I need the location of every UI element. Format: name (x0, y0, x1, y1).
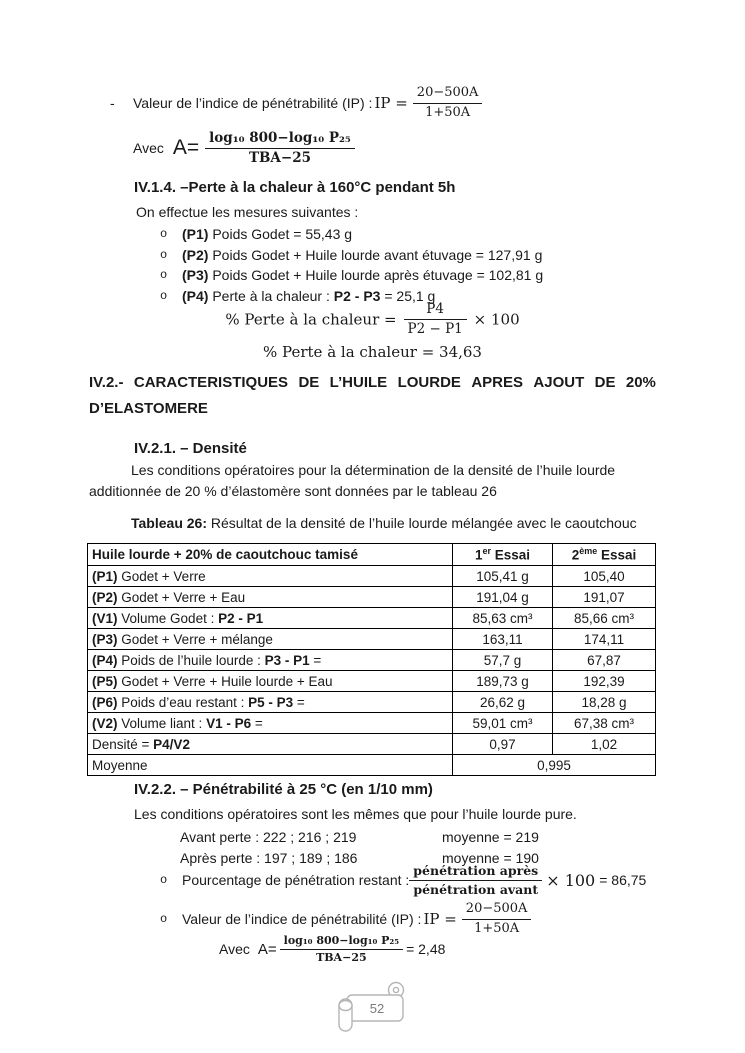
row-value-2: 67,38 cm³ (553, 713, 656, 734)
heading-word: 20% (625, 374, 656, 391)
moyenne-value: 0,995 (453, 755, 656, 776)
a-fraction-2-numerator: log₁₀ 800−log₁₀ P₂₅ (280, 934, 403, 950)
avant-perte-line (180, 827, 580, 847)
a-fraction (205, 130, 355, 167)
circle-bullet-icon: o (160, 247, 168, 262)
table-caption-text: Résultat de la densité de l’huile lourde mélangée avec le caoutchouc (207, 515, 637, 531)
apres-perte-moyenne: moyenne = 190 (442, 850, 539, 866)
pourcentage-line (160, 860, 646, 900)
row-label: (P6) Poids d’eau restant : P5 - P3 = (88, 692, 453, 713)
pourcentage-mult: × 100 (546, 870, 596, 890)
table-row (88, 713, 656, 734)
list-item-text: (P3) Poids Godet + Huile lourde après étuvage = 102,81 g (182, 267, 544, 284)
pourcentage-fraction-numerator: pénétration après (409, 863, 542, 881)
table-row (88, 671, 656, 692)
ip-symbol: IP = (374, 94, 408, 112)
table-row-moyenne (88, 755, 656, 776)
heading-iv-2-1: IV.2.1. – Densité (134, 440, 247, 457)
densite-paragraph-line2: additionnée de 20 % d’élastomère sont données par le tableau 26 (89, 483, 497, 499)
circle-bullet-icon: o (160, 873, 168, 887)
heading-word: CARACTERISTIQUES (133, 374, 289, 391)
row-value-1: 26,62 g (453, 692, 553, 713)
circle-bullet-icon: o (160, 227, 168, 242)
row-label: (P3) Godet + Verre + mélange (88, 629, 453, 650)
table-row (88, 650, 656, 671)
a-equals: A= (172, 136, 200, 159)
list-item-text: (P1) Poids Godet = 55,43 g (182, 226, 353, 243)
table-header-essai2: 2ème Essai (553, 544, 656, 566)
table-caption-number: Tableau 26: (131, 515, 207, 531)
page-number: 52 (369, 1001, 384, 1016)
heading-word: IV.2.- (89, 374, 124, 391)
perte-formula-mult: × 100 (473, 310, 520, 329)
table-caption (131, 515, 637, 531)
ip-intro-line (110, 84, 482, 122)
perte-formula (89, 301, 656, 339)
ip-fraction-2-numerator: 20−500A (462, 901, 532, 919)
row-value-1: 59,01 cm³ (453, 713, 553, 734)
avant-perte-moyenne: moyenne = 219 (442, 829, 539, 845)
apres-perte-values: Après perte : 197 ; 189 ; 186 (180, 850, 358, 866)
densite-paragraph-line1: Les conditions opératoires pour la détermination de la densité de l’huile lourde (131, 462, 616, 478)
row-label: (P4) Poids de l’huile lourde : P3 - P1 = (88, 650, 453, 671)
list-item (160, 245, 543, 266)
table-row (88, 608, 656, 629)
heading-iv-2-line2: D’ELASTOMERE (89, 400, 208, 417)
density-table (87, 543, 656, 776)
table-row (88, 566, 656, 587)
ip-fraction-2-denominator: 1+50A (474, 920, 520, 936)
a-fraction-2-denominator: TBA−25 (316, 950, 367, 964)
row-value-1: 163,11 (453, 629, 553, 650)
row-value-1: 191,04 g (453, 587, 553, 608)
pourcentage-fraction (409, 863, 542, 897)
dash-bullet: - (110, 95, 115, 111)
row-value-2: 85,66 cm³ (553, 608, 656, 629)
ip-fraction (413, 85, 483, 121)
row-value-2: 174,11 (553, 629, 656, 650)
avec-label-2: Avec (219, 941, 250, 957)
circle-bullet-icon: o (160, 268, 168, 283)
table-header-label: Huile lourde + 20% de caoutchouc tamisé (88, 544, 453, 566)
row-value-1: 0,97 (453, 734, 553, 755)
scroll-banner-icon (331, 979, 415, 1035)
heading-iv-2-line1 (89, 374, 656, 391)
heading-word: L’HUILE (329, 374, 388, 391)
heading-iv-2-2: IV.2.2. – Pénétrabilité à 25 °C (en 1/10 mm) (134, 781, 433, 798)
perte-formula-result: % Perte à la chaleur = 34,63 (263, 343, 482, 361)
a-equals-2: A= (257, 940, 277, 958)
a-fraction-2 (280, 934, 403, 965)
row-label: (V2) Volume liant : V1 - P6 = (88, 713, 453, 734)
ip-label-2: Valeur de l’indice de pénétrabilité (IP) : (182, 911, 422, 927)
penetrabilite-paragraph: Les conditions opératoires sont les mêmes que pour l’huile lourde pure. (134, 806, 577, 822)
row-value-1: 57,7 g (453, 650, 553, 671)
a-result: = 2,48 (406, 941, 446, 957)
perte-fraction-denominator: P2 − P1 (407, 320, 463, 337)
pourcentage-label: Pourcentage de pénétration restant : (182, 872, 410, 888)
row-value-2: 191,07 (553, 587, 656, 608)
page-footer (331, 979, 415, 1038)
heading-iv-1-4: IV.1.4. –Perte à la chaleur à 160°C pendant 5h (134, 179, 456, 196)
ip-symbol-2: IP = (423, 910, 457, 928)
ip-fraction-2 (462, 901, 532, 937)
row-label: (P1) Godet + Verre (88, 566, 453, 587)
measures-intro: On effectue les mesures suivantes : (136, 204, 359, 220)
a-fraction-denominator: TBA−25 (248, 149, 311, 166)
row-label: (P2) Godet + Verre + Eau (88, 587, 453, 608)
row-label: Densité = P4/V2 (88, 734, 453, 755)
pourcentage-fraction-denominator: pénétration avant (413, 881, 539, 897)
row-label: (P5) Godet + Verre + Huile lourde + Eau (88, 671, 453, 692)
heading-word: LOURDE (397, 374, 461, 391)
list-item-text: (P2) Poids Godet + Huile lourde avant étuvage = 127,91 g (182, 246, 543, 263)
pourcentage-result: = 86,75 (599, 872, 647, 888)
avec-a-line (133, 127, 355, 169)
row-label: Moyenne (88, 755, 453, 776)
table-row (88, 629, 656, 650)
measure-list (160, 224, 543, 306)
heading-word: AJOUT (533, 374, 585, 391)
circle-bullet-icon: o (160, 288, 168, 303)
table-row (88, 734, 656, 755)
row-label: (V1) Volume Godet : P2 - P1 (88, 608, 453, 629)
avant-perte-values: Avant perte : 222 ; 216 ; 219 (180, 829, 357, 845)
row-value-2: 18,28 g (553, 692, 656, 713)
ip-fraction-numerator: 20−500A (413, 85, 483, 103)
row-value-1: 85,63 cm³ (453, 608, 553, 629)
table-header-row (88, 544, 656, 566)
row-value-1: 189,73 g (453, 671, 553, 692)
a-fraction-numerator: log₁₀ 800−log₁₀ P₂₅ (205, 130, 355, 149)
table-row (88, 692, 656, 713)
avec-label: Avec (133, 140, 164, 156)
heading-word: DE (594, 374, 616, 391)
heading-word: APRES (471, 374, 523, 391)
perte-fraction (404, 301, 467, 338)
ip-line-2 (160, 900, 531, 938)
list-item-text: (P4) Perte à la chaleur : P2 - P3 = 25,1 g (182, 287, 436, 304)
list-item (160, 265, 543, 286)
ip-fraction-denominator: 1+50A (425, 104, 471, 120)
table-row (88, 587, 656, 608)
perte-formula-label: % Perte à la chaleur = (225, 310, 397, 329)
avec-a-result-line (219, 935, 445, 963)
heading-word: DE (298, 374, 320, 391)
list-item (160, 224, 543, 245)
perte-fraction-numerator: P4 (404, 301, 467, 320)
row-value-2: 67,87 (553, 650, 656, 671)
row-value-1: 105,41 g (453, 566, 553, 587)
row-value-2: 1,02 (553, 734, 656, 755)
ip-intro-label: Valeur de l’indice de pénétrabilité (IP) : (133, 95, 373, 111)
row-value-2: 192,39 (553, 671, 656, 692)
circle-bullet-icon: o (160, 912, 168, 926)
table-header-essai1: 1er Essai (453, 544, 553, 566)
row-value-2: 105,40 (553, 566, 656, 587)
